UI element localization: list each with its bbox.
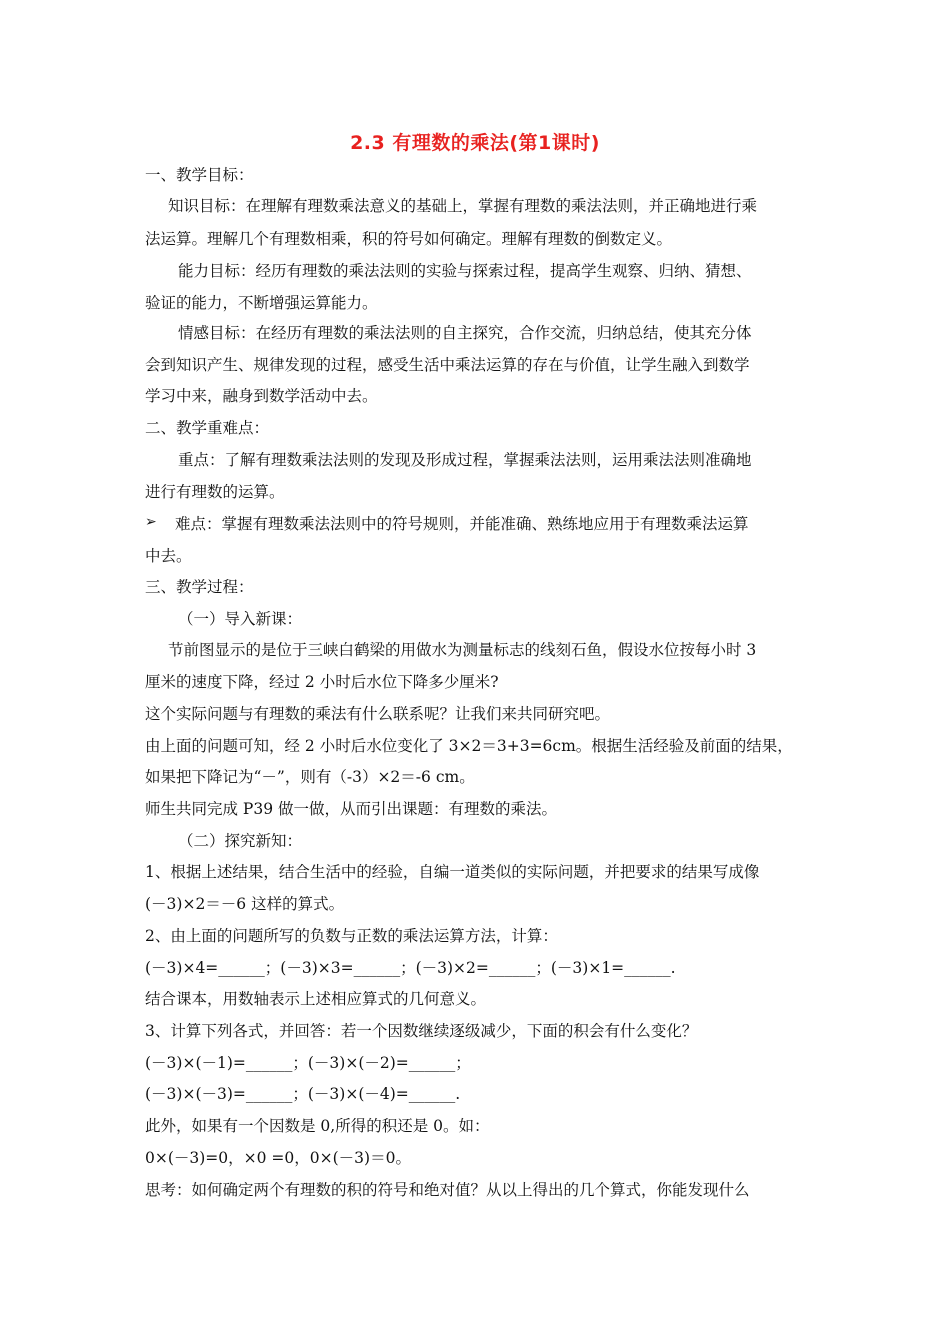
heading-teaching-process: 三、教学过程： <box>145 578 254 596</box>
paragraph-line: 厘米的速度下降，经过 2 小时后水位下降多少厘米? <box>145 673 499 691</box>
paragraph-line: 师生共同完成 P39 做一做，从而引出课题：有理数的乘法。 <box>145 800 558 818</box>
paragraph-line: (－3)×2＝－6 这样的算式。 <box>145 895 345 913</box>
paragraph-line: 中去。 <box>145 547 192 565</box>
paragraph-line: 学习中来，融身到数学活动中去。 <box>145 387 378 405</box>
paragraph-line: 1、根据上述结果，结合生活中的经验，自编一道类似的实际问题，并把要求的结果写成像 <box>145 863 760 881</box>
arrow-bullet-icon: ➢ <box>145 514 157 530</box>
paragraph-line: 会到知识产生、规律发现的过程，感受生活中乘法运算的存在与价值，让学生融入到数学 <box>145 356 750 374</box>
paragraph-line: 情感目标：在经历有理数的乘法法则的自主探究，合作交流，归纳总结，使其充分体 <box>178 324 752 342</box>
exercise-line: (－3)×(－3)=______；(－3)×(－4)=______. <box>145 1085 461 1103</box>
paragraph-line: 由上面的问题可知，经 2 小时后水位变化了 3×2＝3+3=6cm。根据生活经验及前面的结果， <box>145 737 793 755</box>
paragraph-line: 进行有理数的运算。 <box>145 483 285 501</box>
paragraph-line: 如果把下降记为“－”，则有（-3）×2＝-6 cm。 <box>145 768 475 786</box>
exercise-line: (－3)×(－1)=______；(－3)×(－2)=______； <box>145 1054 471 1072</box>
subheading-explore: （二）探究新知： <box>178 832 303 850</box>
paragraph-line: 3、计算下列各式，并回答：若一个因数继续逐级减少，下面的积会有什么变化？ <box>145 1022 698 1040</box>
paragraph-line: 重点：了解有理数乘法法则的发现及形成过程，掌握乘法法则，运用乘法法则准确地 <box>178 451 752 469</box>
paragraph-line: 这个实际问题与有理数的乘法有什么联系呢？让我们来共同研究吧。 <box>145 705 611 723</box>
paragraph-line: 知识目标：在理解有理数乘法意义的基础上，掌握有理数的乘法法则，并正确地进行乘 <box>168 197 758 215</box>
heading-key-points: 二、教学重难点： <box>145 419 270 437</box>
paragraph-line: 节前图显示的是位于三峡白鹤梁的用做水为测量标志的线刻石鱼，假设水位按每小时 3 <box>168 641 757 659</box>
document-title: 2.3 有理数的乘法(第1课时) <box>350 132 600 154</box>
exercise-line: (－3)×4=______；(－3)×3=______；(－3)×2=______；(－3)×1=______. <box>145 959 676 977</box>
paragraph-line: 结合课本，用数轴表示上述相应算式的几何意义。 <box>145 990 487 1008</box>
heading-teaching-goals: 一、教学目标： <box>145 166 254 184</box>
paragraph-line: 难点：掌握有理数乘法法则中的符号规则，并能准确、熟练地应用于有理数乘法运算 <box>175 515 749 533</box>
paragraph-line: 能力目标：经历有理数的乘法法则的实验与探索过程，提高学生观察、归纳、猜想、 <box>178 262 752 280</box>
subheading-intro: （一）导入新课： <box>178 610 303 628</box>
paragraph-line: 思考：如何确定两个有理数的积的符号和绝对值？从以上得出的几个算式，你能发现什么 <box>145 1181 750 1199</box>
paragraph-line: 2、由上面的问题所写的负数与正数的乘法运算方法，计算： <box>145 927 558 945</box>
paragraph-line: 验证的能力，不断增强运算能力。 <box>145 294 378 312</box>
paragraph-line: 法运算。理解几个有理数相乘，积的符号如何确定。理解有理数的倒数定义。 <box>145 230 673 248</box>
paragraph-line: 0×(－3)=0，×0 =0，0×(－3)＝0。 <box>145 1149 411 1167</box>
paragraph-line: 此外，如果有一个因数是 0,所得的积还是 0。如： <box>145 1117 490 1135</box>
